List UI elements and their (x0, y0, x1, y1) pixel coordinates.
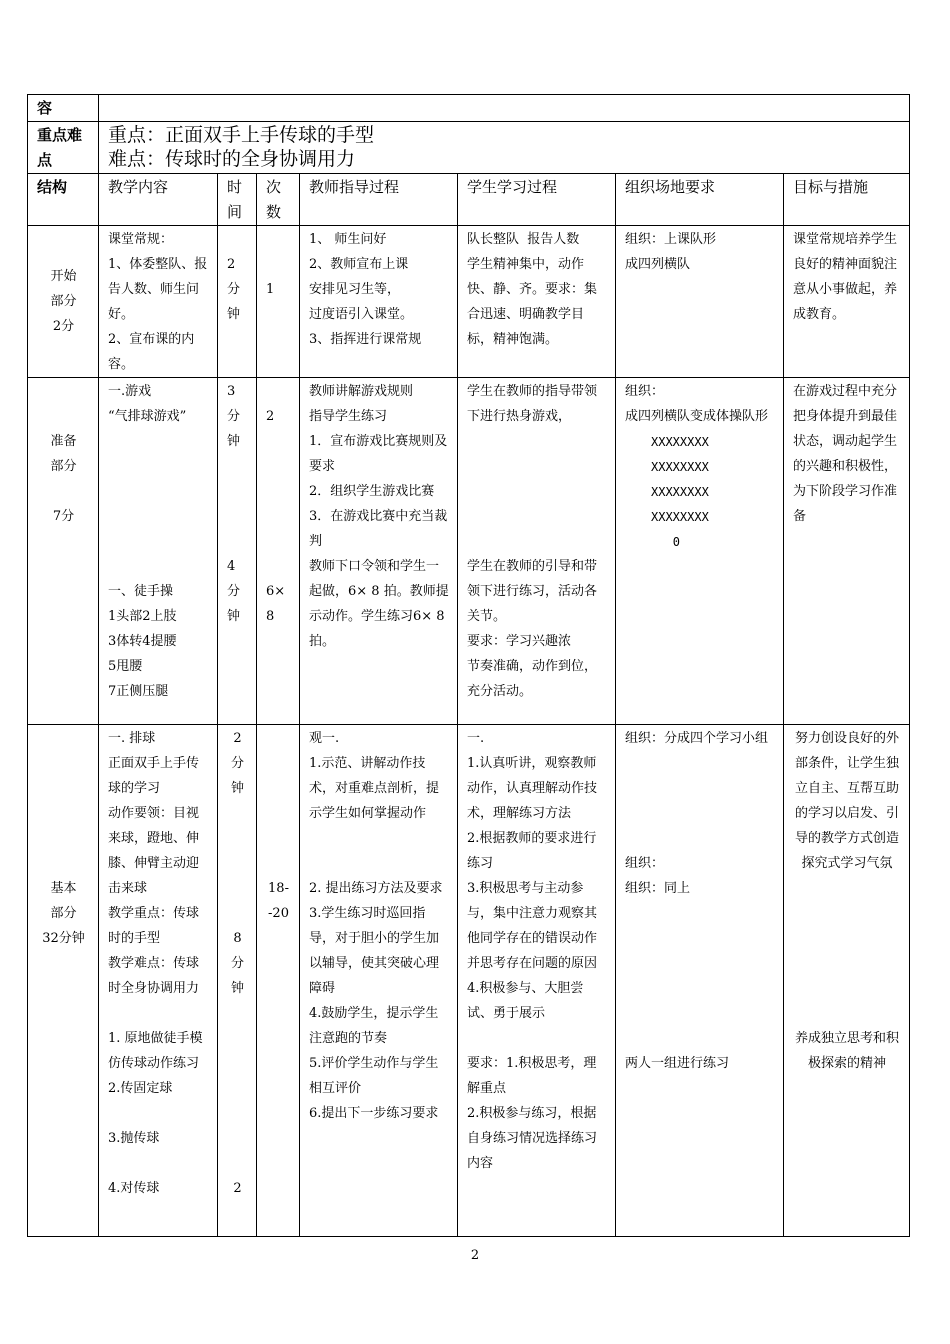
content-row (28, 95, 910, 122)
prep-org: 组织： 成四列横队变成体操队形 (625, 384, 769, 424)
header-row (28, 174, 910, 226)
prep-time: 3 分 钟 4 分 钟 (227, 384, 241, 624)
basic-section-row (28, 725, 910, 1237)
start-time: 2 分 钟 (227, 257, 241, 322)
basic-goal: 努力创设良好的外部条件，让学生独立自主、互帮互助的学习以启发、引导的教学方式创造探究式学习气氛 养成独立思考和积极探索的精神 (795, 731, 900, 1071)
key-difficulty-label: 重点难 点 (37, 126, 83, 169)
header-org: 组织场地要求 (625, 178, 716, 196)
prep-goal: 在游戏过程中充分把身体提升到最佳状态，调动起学生的兴趣和积极性，为下阶段学习作准备 (793, 384, 898, 524)
prep-section-row (28, 378, 910, 725)
basic-count: 18- -20 (268, 881, 289, 921)
content-label-cell (28, 95, 99, 122)
key-difficulty-label-cell (28, 122, 99, 174)
key-difficulty-cell (99, 122, 910, 174)
header-student: 学生学习过程 (467, 178, 558, 196)
prep-content: 一.游戏 “气排球游戏” 一、徒手操 1头部2上肢 3体转4提腰 5甩腰 7正侧压腿 (108, 384, 187, 699)
basic-teacher: 观一. 1.示范、讲解动作技术，对重难点剖析，提示学生如何掌握动作 2. 提出练习方法及要求 3.学生练习时巡回指导，对于胆小的学生加以辅导，使其突破心理障碍 4.鼓励学生，提示学生注意跑的节奏 5.评价学生动作与学生相互评价 6.提出下一步练习要求 (309, 731, 443, 1121)
content-label: 容 (37, 99, 53, 117)
basic-structure: 基本 部分 32分钟 (42, 881, 85, 946)
prep-student: 学生在教师的指导带领下进行热身游戏， 学生在教师的引导和带领下进行练习，活动各关节。 要求：学习兴趣浓 节奏准确，动作到位，充分活动。 (467, 384, 598, 699)
header-content: 教学内容 (108, 178, 169, 196)
content-value-cell (99, 95, 910, 122)
basic-org: 组织：分成四个学习小组 组织： 组织：同上 两人一组进行练习 (625, 731, 769, 1071)
prep-structure: 准备 部分 7分 (50, 434, 77, 524)
header-count: 次 数 (266, 178, 282, 221)
prep-formation: XXXXXXXX XXXXXXXX XXXXXXXX XXXXXXXX 0 (651, 435, 709, 549)
start-goal: 课堂常规培养学生良好的精神面貌注意从小事做起，养成教育。 (793, 232, 898, 322)
start-structure: 开始 部分 2分 (50, 269, 77, 334)
basic-student: 一. 1.认真听讲，观察教师动作，认真理解动作技术，理解练习方法 2.根据教师的要求进行练习 3.积极思考与主动参与，集中注意力观察其他同学存在的错误动作并思考存在问题的原因 4.积极参与、大胆尝试、勇于展示 要求：1.积极思考，理解重点 2.积极参与练习，根据自身练习情况选择练习内容 (467, 731, 598, 1171)
basic-content: 一. 排球 正面双手上手传球的学习 动作要领：目视来球，蹬地、伸膝、伸臂主动迎击来球 教学重点：传球时的手型 教学难点：传球时全身协调用力 1. 原地做徒手模仿传球动作练习 2.传固定球 3.抛传球 4.对传球 (108, 731, 203, 1196)
header-goal: 目标与措施 (793, 178, 869, 196)
start-count: 1 (266, 282, 275, 297)
key-difficulty-row (28, 122, 910, 174)
header-time: 时 间 (227, 178, 243, 221)
start-section-row (28, 226, 910, 378)
prep-count: 2 6× 8 (266, 409, 286, 624)
key-difficulty-text: 重点：正面双手上手传球的手型 难点：传球时的全身协调用力 (108, 124, 375, 170)
start-student: 队长整队 报告人数 学生精神集中，动作快、静、齐。要求：集合迅速、明确教学目标，精神饱满。 (467, 232, 598, 347)
start-org: 组织：上课队形 成四列横队 (625, 232, 717, 272)
page-number: 2 (470, 1248, 480, 1263)
start-content: 课堂常规： 1、体委整队、报告人数、师生问好。 2、宣布课的内容。 (108, 232, 208, 372)
basic-time: 2 分 钟 8 分 钟 2 (230, 731, 244, 1196)
lesson-plan-table (27, 94, 910, 1237)
start-teacher: 1、 师生问好 2、教师宣布上课 安排见习生等， 过度语引入课堂。 3、指挥进行课常规 (309, 232, 422, 347)
prep-teacher: 教师讲解游戏规则 指导学生练习 1．宣布游戏比赛规则及要求 2．组织学生游戏比赛 3．在游戏比赛中充当裁判 教师下口令领和学生一起做，6× 8 拍。教师提示动作。学生练习6× 8 拍。 (309, 384, 449, 649)
header-teacher: 教师指导过程 (309, 178, 400, 196)
header-structure: 结构 (37, 178, 68, 196)
